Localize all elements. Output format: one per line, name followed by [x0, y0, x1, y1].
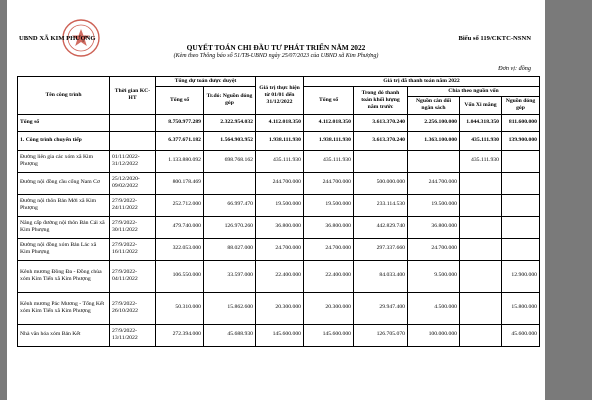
cell-budget-contrib: 88.027.000	[204, 238, 256, 260]
cell-budget-contrib: 126.970.260	[204, 216, 256, 238]
cell-budget-contrib: 15.862.600	[204, 292, 256, 324]
cell-budget-contrib: 2.322.954.032	[204, 114, 256, 131]
settlement-table	[17, 76, 540, 347]
page-title: QUYẾT TOÁN CHI ĐẦU TƯ PHÁT TRIỂN NĂM 2022	[186, 43, 366, 52]
col-budget-contrib: Tr.đó: Nguồn đóng góp	[204, 87, 256, 114]
cell-src-contrib: 12.900.000	[502, 260, 540, 292]
cell-paid-total: 24.700.000	[304, 238, 354, 260]
cell-src-budget: 100.000.000	[408, 324, 460, 346]
cell-paid-total: 4.112.018.350	[304, 114, 354, 131]
cell-time: 27/9/2022- 13/11/2022	[110, 324, 156, 346]
cell-actual: 19.500.000	[256, 194, 304, 216]
cell-src-xi: 435.111.930	[460, 150, 502, 172]
cell-src-budget: 9.500.000	[408, 260, 460, 292]
cell-name: 1. Công trình chuyển tiếp	[18, 131, 110, 150]
cell-src-contrib	[502, 150, 540, 172]
col-paid-prev: Trong đó thanh toán khối lượng năm trước	[354, 87, 408, 114]
cell-src-contrib	[502, 172, 540, 194]
cell-budget-total: 322.053.000	[156, 238, 204, 260]
cell-paid-prev: 297.337.660	[354, 238, 408, 260]
col-src-xi-mang: Vốn Xi măng	[460, 97, 502, 114]
cell-name: Đường nội đồng cầu cống Nam Cơ	[18, 172, 110, 194]
cell-name: Nhà văn hóa xóm Bản Kết	[18, 324, 110, 346]
cell-paid-prev: 233.114.530	[354, 194, 408, 216]
cell-budget-contrib: 698.768.162	[204, 150, 256, 172]
cell-src-budget	[408, 150, 460, 172]
cell-paid-prev: 3.613.370.240	[354, 114, 408, 131]
table-row	[18, 324, 540, 346]
col-time: Thời gian KC-HT	[110, 77, 156, 115]
table-body	[18, 114, 540, 346]
unit-label: Đơn vị: đồng	[498, 65, 531, 72]
cell-paid-total: 244.700.000	[304, 172, 354, 194]
cell-budget-total: 479.740.000	[156, 216, 204, 238]
cell-budget-total: 272.394.000	[156, 324, 204, 346]
cell-time	[110, 114, 156, 131]
org-name: UBND XÃ KIM PHƯỢNG	[19, 35, 96, 42]
cell-time	[110, 131, 156, 150]
cell-budget-contrib: 66.997.470	[204, 194, 256, 216]
col-actual-value: Giá trị thực hiện từ 01/01 đến 31/12/2022	[256, 77, 304, 115]
cell-paid-prev: 442.829.740	[354, 216, 408, 238]
table-row	[18, 216, 540, 238]
cell-budget-total: 1.133.880.092	[156, 150, 204, 172]
cell-actual: 1.938.111.930	[256, 131, 304, 150]
col-src-contrib: Nguồn đóng góp	[502, 97, 540, 114]
table-row	[18, 238, 540, 260]
cell-src-contrib	[502, 238, 540, 260]
cell-budget-total: 106.550.000	[156, 260, 204, 292]
doc-number: Biểu số 119/CKTC-NSNN	[458, 35, 531, 42]
cell-paid-prev: 84.033.400	[354, 260, 408, 292]
table-row	[18, 292, 540, 324]
col-budget-total: Tổng số	[156, 87, 204, 114]
col-by-source-group: Chia theo nguồn vốn	[408, 87, 540, 97]
cell-paid-prev	[354, 150, 408, 172]
cell-src-budget: 244.700.000	[408, 172, 460, 194]
page-subtitle: (Kèm theo Thông báo số 51/TB-UBND ngày 25/07/2023 của UBND xã Kim Phượng)	[173, 53, 379, 59]
cell-name: Đường nội đồng xóm Bản Lác xã Kim Phượng	[18, 238, 110, 260]
cell-paid-total: 145.600.000	[304, 324, 354, 346]
cell-actual: 435.111.930	[256, 150, 304, 172]
cell-actual: 24.700.000	[256, 238, 304, 260]
cell-actual: 145.600.000	[256, 324, 304, 346]
cell-paid-total: 1.938.111.930	[304, 131, 354, 150]
cell-time: 27/9/2022- 30/11/2022	[110, 216, 156, 238]
cell-src-contrib	[502, 194, 540, 216]
cell-paid-total: 20.300.000	[304, 292, 354, 324]
cell-name: Đường liên gia các xóm xã Kim Phượng	[18, 150, 110, 172]
cell-src-xi: 435.111.930	[460, 131, 502, 150]
cell-budget-total: 800.178.469	[156, 172, 204, 194]
cell-actual: 20.300.000	[256, 292, 304, 324]
cell-budget-contrib: 45.688.930	[204, 324, 256, 346]
table-row	[18, 172, 540, 194]
cell-paid-prev: 3.613.370.240	[354, 131, 408, 150]
cell-actual: 244.700.000	[256, 172, 304, 194]
cell-budget-contrib: 33.597.000	[204, 260, 256, 292]
col-name: Tên công trình	[18, 77, 110, 115]
cell-actual: 36.800.000	[256, 216, 304, 238]
cell-paid-prev: 29.947.400	[354, 292, 408, 324]
col-src-budget: Nguồn cân đối ngân sách	[408, 97, 460, 114]
cell-src-xi: 1.044.318.350	[460, 114, 502, 131]
cell-src-xi	[460, 324, 502, 346]
cell-src-budget: 4.500.000	[408, 292, 460, 324]
cell-src-contrib	[502, 216, 540, 238]
cell-budget-contrib: 1.564.903.952	[204, 131, 256, 150]
header-row-1	[18, 77, 540, 87]
cell-actual: 22.400.000	[256, 260, 304, 292]
summary-row	[18, 114, 540, 131]
table-row	[18, 194, 540, 216]
cell-budget-total: 50.310.000	[156, 292, 204, 324]
cell-src-xi	[460, 172, 502, 194]
cell-paid-total: 22.400.000	[304, 260, 354, 292]
cell-src-xi	[460, 216, 502, 238]
cell-budget-contrib	[204, 172, 256, 194]
cell-paid-total: 435.111.930	[304, 150, 354, 172]
table-row	[18, 260, 540, 292]
col-paid-group: Giá trị đã thanh toán năm 2022	[304, 77, 540, 87]
cell-paid-total: 19.500.000	[304, 194, 354, 216]
col-paid-total: Tổng số	[304, 87, 354, 114]
col-budget-group: Tổng dự toán được duyệt	[156, 77, 256, 87]
cell-src-xi	[460, 194, 502, 216]
cell-src-contrib: 139.900.000	[502, 131, 540, 150]
cell-name: Kênh mương Pác Mương - Tổng Kết xóm Kim Tiến xã Kim Phượng	[18, 292, 110, 324]
cell-src-budget: 36.800.000	[408, 216, 460, 238]
cell-time: 27/9/2022- 24/11/2022	[110, 194, 156, 216]
cell-actual: 4.112.018.350	[256, 114, 304, 131]
summary-row	[18, 131, 540, 150]
cell-src-contrib: 15.800.000	[502, 292, 540, 324]
cell-src-budget: 19.500.000	[408, 194, 460, 216]
cell-src-contrib: 811.600.000	[502, 114, 540, 131]
cell-time: 01/11/2022- 31/12/2022	[110, 150, 156, 172]
cell-name: Đường nội thôn Bản Mới xã Kim Phượng	[18, 194, 110, 216]
cell-src-contrib: 45.600.000	[502, 324, 540, 346]
cell-time: 27/9/2022- 04/11/2022	[110, 260, 156, 292]
cell-time: 25/12/2020- 09/02/2022	[110, 172, 156, 194]
document-page	[7, 0, 545, 400]
viewer-background	[545, 0, 592, 400]
cell-src-xi	[460, 292, 502, 324]
cell-name: Tổng số	[18, 114, 110, 131]
cell-budget-total: 8.750.977.289	[156, 114, 204, 131]
cell-name: Nâng cấp đường nội thôn Bản Cái xã Kim Phượng	[18, 216, 110, 238]
cell-paid-prev: 500.000.000	[354, 172, 408, 194]
table-row	[18, 150, 540, 172]
cell-budget-total: 6.377.671.182	[156, 131, 204, 150]
cell-name: Kênh mương Đồng Đa - Đồng chùa xóm Kim Tiến xã Kim Phượng	[18, 260, 110, 292]
cell-src-budget: 1.363.100.000	[408, 131, 460, 150]
cell-paid-total: 36.800.000	[304, 216, 354, 238]
cell-src-budget: 2.256.100.000	[408, 114, 460, 131]
cell-time: 27/9/2022- 26/10/2022	[110, 292, 156, 324]
cell-src-xi	[460, 260, 502, 292]
cell-paid-prev: 126.705.070	[354, 324, 408, 346]
cell-src-xi	[460, 238, 502, 260]
cell-budget-total: 252.712.000	[156, 194, 204, 216]
cell-time: 27/9/2022- 16/11/2022	[110, 238, 156, 260]
cell-src-budget: 24.700.000	[408, 238, 460, 260]
